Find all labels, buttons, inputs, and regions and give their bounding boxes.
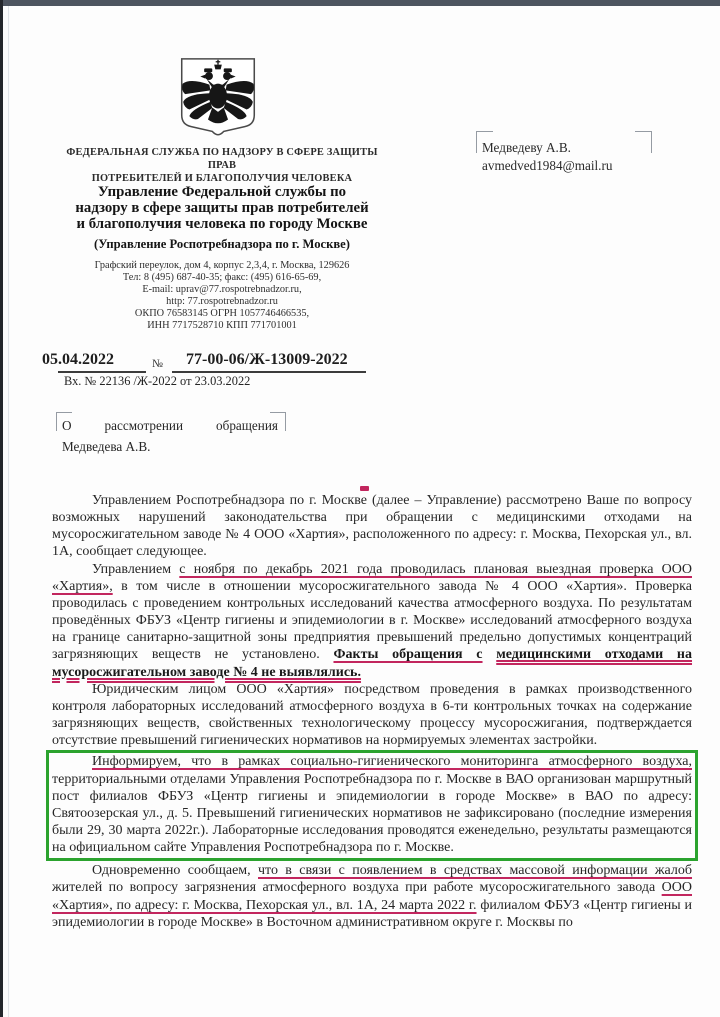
body-paragraph	[52, 681, 692, 750]
body-paragraph	[52, 492, 692, 561]
highlighted-text: Факты обращения с	[333, 647, 483, 663]
text-segment: филиалом ФБУЗ «Центр гигиены и эпидемиологии в городе Москве» в Восточном административном округе г. Москвы по	[52, 897, 692, 930]
letter-number: 77-00-06/Ж-13009-2022	[186, 351, 348, 368]
text-segment: жителей по вопросу загрязнения атмосферного воздуха при работе мусоросжигательного завода	[52, 880, 662, 896]
contact-info: Графский переулок, дом 4, корпус 2,3,4, г. Москва, 129626 Тел: 8 (495) 687-40-35; факс: (495) 616-65-69, E-mail: uprav@77.rospotrebnadzor.ru, http: 77.rospotrebnadzor.ru ОКПО 76583145 ОГРН 1057746466535, ИНН 7717528710 КПП 771701001	[94, 260, 350, 331]
highlighted-text: что в связи с появлением в средствах массовой информации жалоб	[258, 863, 693, 879]
subject-word: рассмотрении	[104, 418, 184, 433]
organization-name: Управление Федеральной службы по надзору в сфере защиты прав потребителей и благополучия человека по городу Москве	[75, 184, 369, 233]
highlighted-text: с ноября по декабрь 2021 года проводилась плановая выездная проверка ООО «Хартия»,	[52, 561, 692, 594]
text-segment: Управлением	[92, 561, 180, 577]
recipient-block: Медведеву А.В. avmedved1984@mail.ru	[482, 140, 613, 173]
subject-line2: Медведева А.В.	[62, 438, 151, 454]
number-underline	[172, 371, 366, 373]
text-segment	[483, 647, 497, 662]
subject-line1	[62, 416, 278, 437]
number-sign: №	[152, 358, 163, 370]
subject-word: обращения	[216, 418, 278, 433]
page-fold-line	[8, 6, 9, 1017]
highlighted-text: медицинскими отходами на мусоросжигательном заводе № 4 не выявлялись.	[52, 647, 693, 680]
highlighted-text: Информируем, что в рамках социально-гигиенического мониторинга атмосферного воздуха,	[92, 754, 692, 770]
body-paragraph	[52, 561, 692, 681]
text-segment: Юридическим лицом ООО «Хартия» посредством проведения в рамках производственного контроля лабораторных исследований атмосферного воздуха в 6-ти контрольных точках на содержание загрязняющих веществ, свойственных технологическому процессу мусоросжигания, подтверждается отсутствие превышений гигиенических нормативов на нормируемых элементах застройки.	[52, 681, 692, 749]
russian-coat-of-arms-icon	[170, 56, 266, 140]
text-segment: территориальными отделами Управления Роспотребнадзора по г. Москве в ВАО организован маршрутный пост филиалов ФБУЗ «Центр гигиены и эпидемиологии в городе Москве» в ВАО по адресу: Святоозерская ул., д. 5. Превышений гигиенических нормативов не зафиксировано (последние измерения были 29, 30 марта 2022г.). Лабораторные исследования проводятся еженедельно, результаты размещаются на официальном сайте Управления Роспотребнадзора по г. Москве.	[52, 771, 692, 856]
incoming-reference: Вх. № 22136 /Ж-2022 от 23.03.2022	[64, 374, 251, 388]
letter-body	[52, 492, 692, 931]
red-annotation-dash	[360, 486, 369, 491]
text-segment: в том числе в отношении мусоросжигательного завода № 4 ООО «Хартия». Проверка проводилась с проведением контрольных исследований качества атмосферного воздуха. По результатам проведённых ФБУЗ «Центр гигиены и эпидемиологии в г. Москве» исследований атмосферного воздуха на границе санитарно-защитной зоны предприятия превышений предельно допустимых концентраций загрязняющих веществ не установлено.	[52, 578, 692, 663]
organization-short-name: (Управление Роспотребнадзора по г. Москве)	[94, 237, 350, 251]
highlighted-text: ООО «Хартия», по адресу: г. Москва, Пехорская ул., вл. 1А, 24 марта 2022 г.	[52, 880, 692, 913]
subject-block	[62, 416, 278, 457]
body-paragraph	[52, 862, 692, 931]
text-segment: Одновременно сообщаем,	[92, 863, 258, 879]
date-underline	[58, 371, 146, 373]
scan-top-edge	[0, 0, 720, 6]
subject-word: О	[62, 418, 72, 433]
scan-left-edge	[0, 0, 3, 1017]
recipient-bracket-right	[635, 131, 652, 153]
body-paragraph-green-box	[46, 750, 698, 861]
letter-date: 05.04.2022	[42, 351, 114, 368]
agency-title: ФЕДЕРАЛЬНАЯ СЛУЖБА ПО НАДЗОРУ В СФЕРЕ ЗАЩИТЫ ПРАВ ПОТРЕБИТЕЛЕЙ И БЛАГОПОЛУЧИЯ ЧЕЛОВЕКА	[66, 147, 378, 184]
text-segment: Управлением Роспотребнадзора по г. Москве (далее – Управление) рассмотрено Ваше по вопросу возможных нарушений законодательства при обращении с медицинскими отходами на мусоросжигательном заводе № 4 ООО «Хартия», расположенного по адресу: г. Москва, Пехорская ул., вл. 1А, сообщает следующее.	[52, 493, 692, 560]
